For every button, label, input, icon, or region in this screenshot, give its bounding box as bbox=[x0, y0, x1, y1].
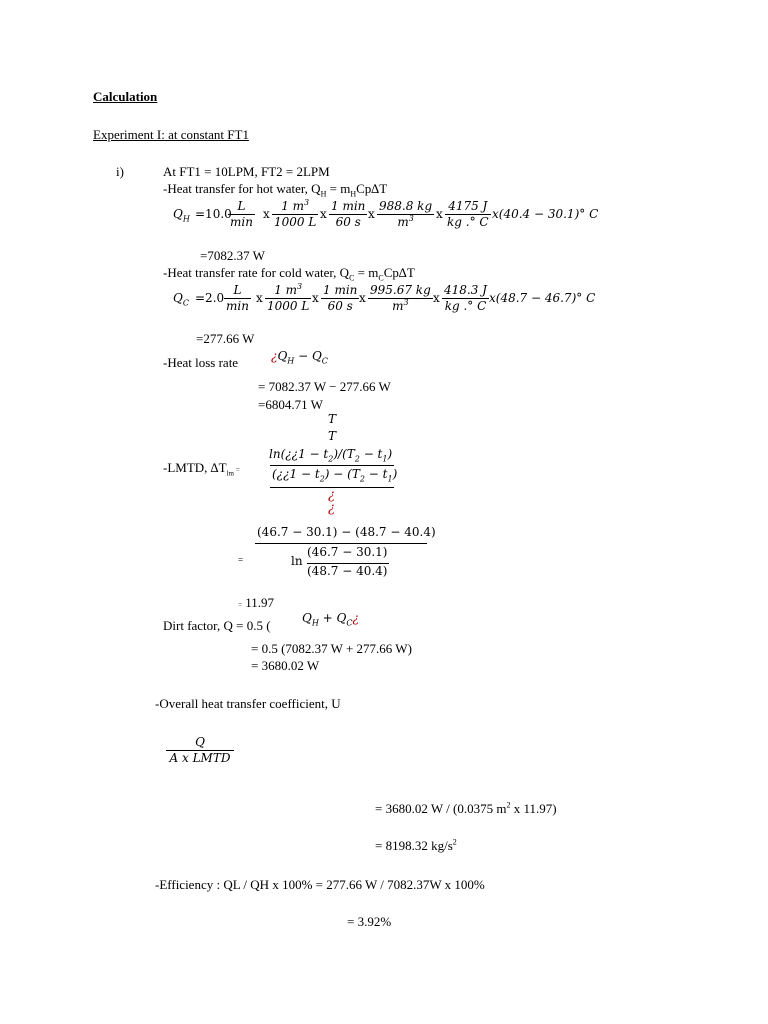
hot-fraction-3 bbox=[329, 199, 367, 230]
hot-f4-den: $m^3$ bbox=[397, 214, 414, 229]
hot-f3-den: 60 s bbox=[335, 215, 361, 229]
lmtd-numerator: ln(¿¿1 − $t_2)/(T_2 - t_1)$ bbox=[269, 447, 393, 464]
hot-times-2: x bbox=[320, 207, 327, 221]
lmtd-t-lower: T bbox=[328, 429, 337, 443]
hot-f1-den: min bbox=[230, 215, 253, 229]
cold-f5-den: kg .° C bbox=[444, 299, 487, 313]
hot-fraction-2 bbox=[272, 199, 318, 230]
cold-lhs: $Q_C$ bbox=[173, 291, 189, 308]
hot-fraction-5 bbox=[445, 199, 491, 230]
hot-f3-num: 1 min bbox=[331, 199, 366, 213]
overall-coefficient-label: -Overall heat transfer coefficient, U bbox=[155, 696, 341, 711]
cold-f3-den: 60 s bbox=[327, 299, 353, 313]
overall-formula-fraction bbox=[166, 735, 234, 766]
lmtd-calc-den-bottom: (48.7 − 40.4) bbox=[307, 564, 388, 578]
hot-f5-den: kg .° C bbox=[447, 215, 489, 229]
cold-times-2: x bbox=[312, 291, 319, 305]
cold-f4-num: 995.67 kg bbox=[370, 283, 431, 297]
cold-fraction-3 bbox=[321, 283, 359, 314]
overall-result: = 8198.32 $kg/s^2$ bbox=[375, 837, 457, 853]
hot-lhs: $Q_H$ bbox=[173, 207, 190, 224]
heat-loss-line-1: = 7082.37 W − 277.66 W bbox=[258, 379, 391, 394]
hot-fraction-4 bbox=[377, 199, 434, 230]
efficiency-result: = 3.92% bbox=[347, 914, 392, 929]
lmtd-t-upper: T bbox=[328, 412, 337, 426]
lmtd-fraction-bar bbox=[270, 465, 394, 466]
cold-fraction-1 bbox=[224, 283, 251, 314]
cold-temperature-term: x(48.7 − 46.7)° C bbox=[489, 291, 596, 305]
overall-formula-den: A x LMTD bbox=[169, 751, 231, 765]
cold-times-3: x bbox=[359, 291, 366, 305]
hot-f2-den: 1000 L bbox=[274, 215, 317, 229]
cold-f2-den: 1000 L bbox=[267, 299, 310, 313]
cold-f1-num: L bbox=[233, 283, 242, 297]
cold-fraction-2 bbox=[265, 283, 311, 314]
dirt-factor-line-1: = 0.5 (7082.37 W + 277.66 W) bbox=[251, 641, 412, 656]
lmtd-glyph-b: ¿ bbox=[328, 501, 335, 516]
hot-result: =7082.37 W bbox=[200, 248, 265, 263]
heat-loss-expression: ¿$Q_H - Q_C$ bbox=[271, 349, 328, 366]
cold-f2-num: 1 $m^3$ bbox=[274, 282, 303, 297]
cold-f3-num: 1 min bbox=[323, 283, 358, 297]
heat-loss-label: -Heat loss rate bbox=[163, 355, 239, 370]
cold-coef: =2.0 bbox=[195, 291, 225, 305]
dirt-factor-expression: $Q_H$ + $Q_C¿$ bbox=[302, 611, 359, 628]
lmtd-glyph-a: ¿ bbox=[328, 488, 335, 503]
hot-fraction-1 bbox=[228, 199, 255, 230]
cold-fraction-5 bbox=[442, 283, 489, 314]
hot-f1-num: L bbox=[237, 199, 246, 213]
cold-times-4: x bbox=[433, 291, 440, 305]
hot-times-3: x bbox=[368, 207, 375, 221]
condition-text: At FT1 = 10LPM, FT2 = 2LPM bbox=[163, 164, 330, 179]
cold-f1-den: min bbox=[226, 299, 249, 313]
cold-result: =277.66 W bbox=[196, 331, 255, 346]
dirt-factor-result: = 3680.02 W bbox=[251, 658, 320, 673]
cold-heat-transfer-label: -Heat transfer rate for cold water, $Q_C = m_CCp\Delta T$ bbox=[163, 265, 415, 283]
hot-f4-num: 988.8 kg bbox=[379, 199, 433, 213]
lmtd-result: = 11.97 bbox=[238, 595, 274, 610]
cold-fraction-4 bbox=[368, 283, 433, 314]
lmtd-denominator: (¿¿1 − $t_2) - (T_2 - t_1)$ bbox=[272, 467, 398, 484]
hot-heat-transfer-label: -Heat transfer for hot water, $Q_H = m_HCp\Delta T$ bbox=[163, 181, 388, 199]
heat-loss-result: =6804.71 W bbox=[258, 397, 323, 412]
lmtd-calc-ln: ln bbox=[291, 554, 303, 568]
dirt-factor-label: Dirt factor, Q = 0.5 ( bbox=[163, 618, 271, 633]
overall-formula-num: Q bbox=[195, 735, 205, 749]
lmtd-calc-den-top: (46.7 − 30.1) bbox=[307, 545, 388, 559]
hot-f5-num: 4175 J bbox=[448, 199, 488, 213]
efficiency-label: -Efficiency : QL / QH x 100% = 277.66 W / 7082.37W x 100% bbox=[155, 877, 485, 892]
overall-calc-line: = 3680.02 W / (0.0375 $m^2$ x 11.97) bbox=[375, 800, 557, 816]
lmtd-label: -LMTD, $\Delta T_{lm}$ = bbox=[163, 460, 240, 478]
hot-times-1: x bbox=[263, 207, 270, 221]
lmtd-calc-bar bbox=[255, 543, 427, 544]
lmtd-calc-equals: = bbox=[238, 555, 244, 565]
cold-times-1: x bbox=[256, 291, 263, 305]
cold-f5-num: 418.3 J bbox=[444, 283, 487, 297]
cold-f4-den: $m^3$ bbox=[392, 298, 409, 313]
hot-coef: =10.0 bbox=[195, 207, 232, 221]
item-number: i) bbox=[116, 164, 124, 179]
hot-temperature-term: x(40.4 − 30.1)° C bbox=[492, 207, 599, 221]
lmtd-calc-numerator: (46.7 − 30.1) − (48.7 − 40.4) bbox=[257, 525, 436, 539]
hot-f2-num: 1 $m^3$ bbox=[281, 198, 310, 213]
hot-times-4: x bbox=[436, 207, 443, 221]
experiment-title: Experiment I: at constant FT1 bbox=[93, 127, 249, 142]
page-title: Calculation bbox=[93, 89, 158, 104]
